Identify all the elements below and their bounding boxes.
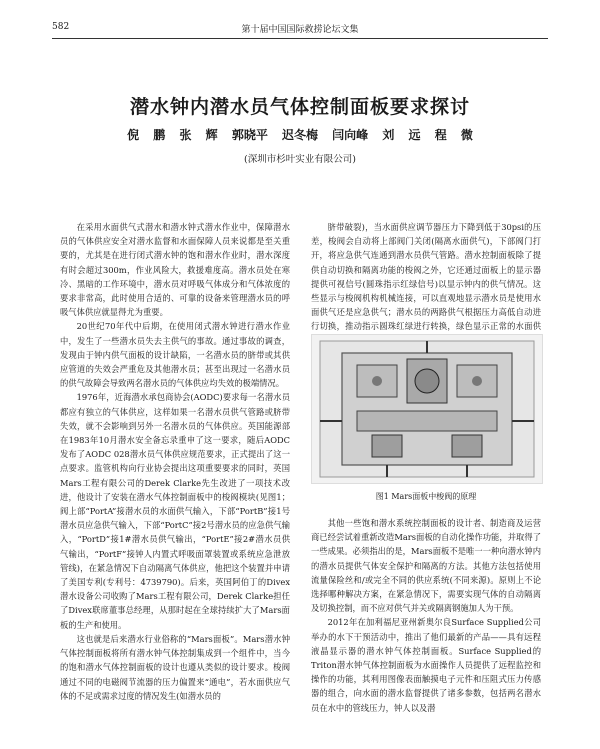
shuttle-valve-diagram [312,335,542,483]
paragraph: 1976年，近海潜水承包商协会(AODC)要求每一名潜水员都应有独立的气体供应，这样如果一名潜水员供气管路或脐带失效，就不会影响到另外一名潜水员的气体供应。英国能源部在1983年10月潜水安全备忘录重申了这一要求，随后AODC发布了AODC 028潜水员气体供应规范要求，正式提出了这一点要求。监管机构向行业协会提出这项重要要求的同时，英国Mars工程有限公司的Derek Clarke先生改进了一项技术改进，他设计了安装在潜水气体控制面板中的梭阀模块(见图1；阀上部“PortA”接潜水员的水面供气输入，下部“PortB”接1号潜水员应急供气输入，下部“PortC”接2号潜水员的应急供气输入，“PortD”接1#潜水员供气输出，“PortE”接2#潜水员供气输出，“PortF”接钟人内置式呼吸面罩装置或系统应急泄放管线)，在紧急情况下自动隔离气体供应，他把这个装置并申请了美国专利(专利号：4739790)。后来，英国阿伯丁的Divex潜水设备公司收购了Mars工程有限公司，Derek Clarke担任了Divex联席董事总经理，从那时起在全球持续扩大了Mars面板的生产和使用。 [60,392,290,630]
author-list: 倪 鹏 张 辉 郭晓平 迟冬梅 闫向峰 刘 远 程 微 [127,128,473,142]
figure-caption: 图1 Mars面板中梭阀的原理 [375,492,477,501]
paragraph: 脐带破裂)，当水面供应调节器压力下降到低于30psi的压差，梭阀会自动将上部阀门关闭(隔离水面供气)，下部阀门打开，将应急供气连通到潜水员供气管路。潜水控制面板除了提供自动切换和隔离功能的梭阀之外，它还通过面板上的显示器提供可视信号(圆珠指示红绿信号)以显示钟内的供气情况。这些显示与梭阀机构机械连接，可以直观地显示潜水员是使用水面供气还是应急供气；潜水员的两路供气根据压力高低自动进行切换，推动指示圆珠红绿进行转换，绿色显示正常的水面供 [311,222,541,332]
paragraph: 其他一些饱和潜水系统控制面板的设计者、制造商及运营商已经尝试着重新改造Mars面板的自动化操作功能，并取得了一些成果。必须指出的是，Mars面板不是唯一一种向潜水钟内的潜水员提供气体安全保护和隔离的方法。其他方法包括使用流量保险丝和/或完全不同的供应系统(不同来源)。原则上不论选择哪种解决方案，在紧急情况下，需要实现气体的自动隔离及切换控制，而不应对供气并关或隔离钢施加人为干预。 [311,518,541,614]
affiliation: (深圳市杉叶实业有限公司) [244,154,356,165]
page-number: 582 [52,22,70,32]
left-column [60,220,290,732]
running-head: 第十届中国国际救捞论坛文集 [241,25,359,35]
page-header [52,22,548,36]
paragraph: 在采用水面供气式潜水和潜水钟式潜水作业中，保障潜水员的气体供应安全对潜水监督和水面保障人员来说都是至关重要的，尤其是在进行闭式潜水钟的饱和潜水作业时，潜水深度有时会超过300m，作业风险大，救援难度高。潜水员处在寒冷、黑暗的工作环境中，潜水员对呼吸气体成分和气体浓度的要求非常高，此时使用合适的、可靠的设备来管理潜水员的呼吸气体供应就显得尤为重要。 [60,222,290,318]
paragraph: 20世纪70年代中后期，在使用闭式潜水钟进行潜水作业中，发生了一些潜水员失去主供气的事故。通过事故的调查，发现由于钟内供气面板的设计缺陷，一名潜水员的脐带或其供应管道的失效会严重危及其他潜水员；甚至出现过一名潜水员的供气故障会导致两名潜水员的气体供应均失效的极端情况。 [60,321,290,389]
right-column-bottom [311,516,541,732]
paper-title: 潜水钟内潜水员气体控制面板要求探讨 [129,96,470,118]
header-rule [52,38,548,39]
shuttle-valve-figure [311,334,543,484]
paragraph: 这也就是后来潜水行业俗称的“Mars面板”。Mars潜水钟气体控制面板将所有潜水钟气体控制集成到一个组件中，当今的饱和潜水气体控制面板的设计也遵从类似的设计要求。梭阀通过不同的电磁阀节流器的压力偏置来“通电”，若水面供应气体的不足或需求过度的情况发生(如潜水员的 [60,633,290,701]
right-column-top [311,220,541,348]
paragraph: 2012年在加利福尼亚州新奥尔良Surface Supplied公司举办的水下干预活动中，推出了他们最新的产品——具有远程液晶显示器的潜水钟气体控制面板。Surface Supplied的Triton潜水钟气体控制面板为水面操作人员提供了远程监控和操作的功能，其利用图像表面触摸电子元件和压阻式压力传感器的组合，向水面的潜水监督提供了诸多参数，包括两名潜水员在水中的管线压力，钟人以及潜 [311,617,541,713]
